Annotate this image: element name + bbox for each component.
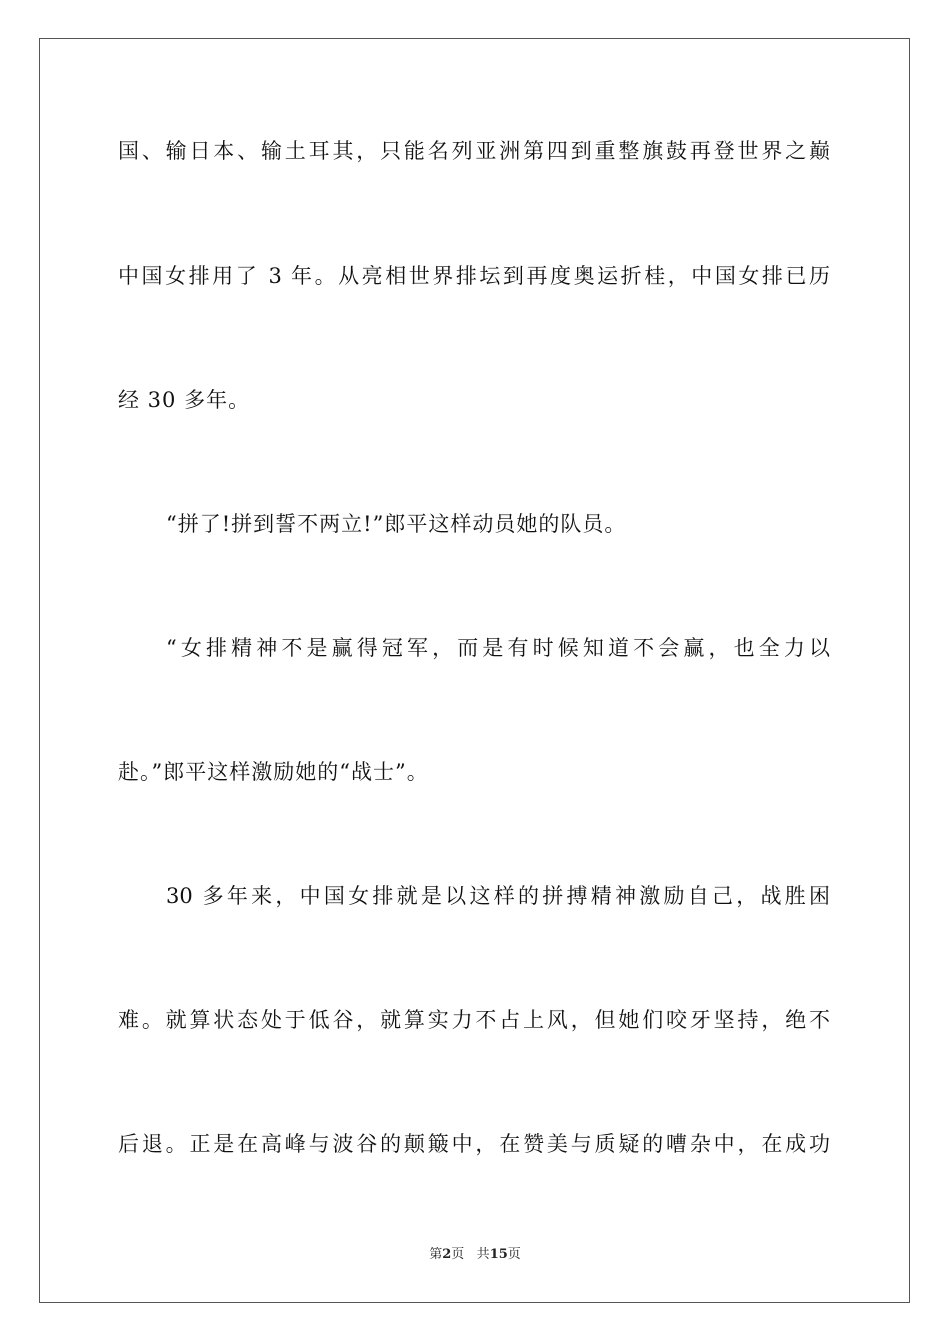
- text-line-2: 中国女排用了 3 年。从亮相世界排坛到再度奥运折桂，中国女排已历: [118, 264, 830, 288]
- text-line-4: “拼了!拼到誓不两立!”郎平这样动员她的队员。: [166, 512, 627, 536]
- text-line-1: 国、输日本、输土耳其，只能名列亚洲第四到重整旗鼓再登世界之巅: [118, 139, 830, 163]
- footer-page-suffix: 页: [451, 1247, 465, 1262]
- footer-total-prefix: 共: [476, 1247, 490, 1262]
- footer-page-number: 2: [442, 1247, 452, 1262]
- footer-page-prefix: 第: [429, 1247, 443, 1262]
- text-line-7: 30 多年来，中国女排就是以这样的拼搏精神激励自己，战胜困: [166, 884, 830, 908]
- page-footer: [0, 1246, 950, 1264]
- footer-total-pages: 15: [489, 1247, 508, 1262]
- text-line-6: 赴。”郎平这样激励她的“战士”。: [118, 760, 429, 784]
- footer-total-suffix: 页: [507, 1247, 521, 1262]
- text-line-5: “女排精神不是赢得冠军，而是有时候知道不会赢，也全力以: [166, 636, 830, 660]
- text-line-9: 后退。正是在高峰与波谷的颠簸中，在赞美与质疑的嘈杂中，在成功: [118, 1132, 830, 1156]
- page-border: [39, 38, 910, 1303]
- text-line-3: 经 30 多年。: [118, 388, 251, 412]
- text-line-8: 难。就算状态处于低谷，就算实力不占上风，但她们咬牙坚持，绝不: [118, 1008, 830, 1032]
